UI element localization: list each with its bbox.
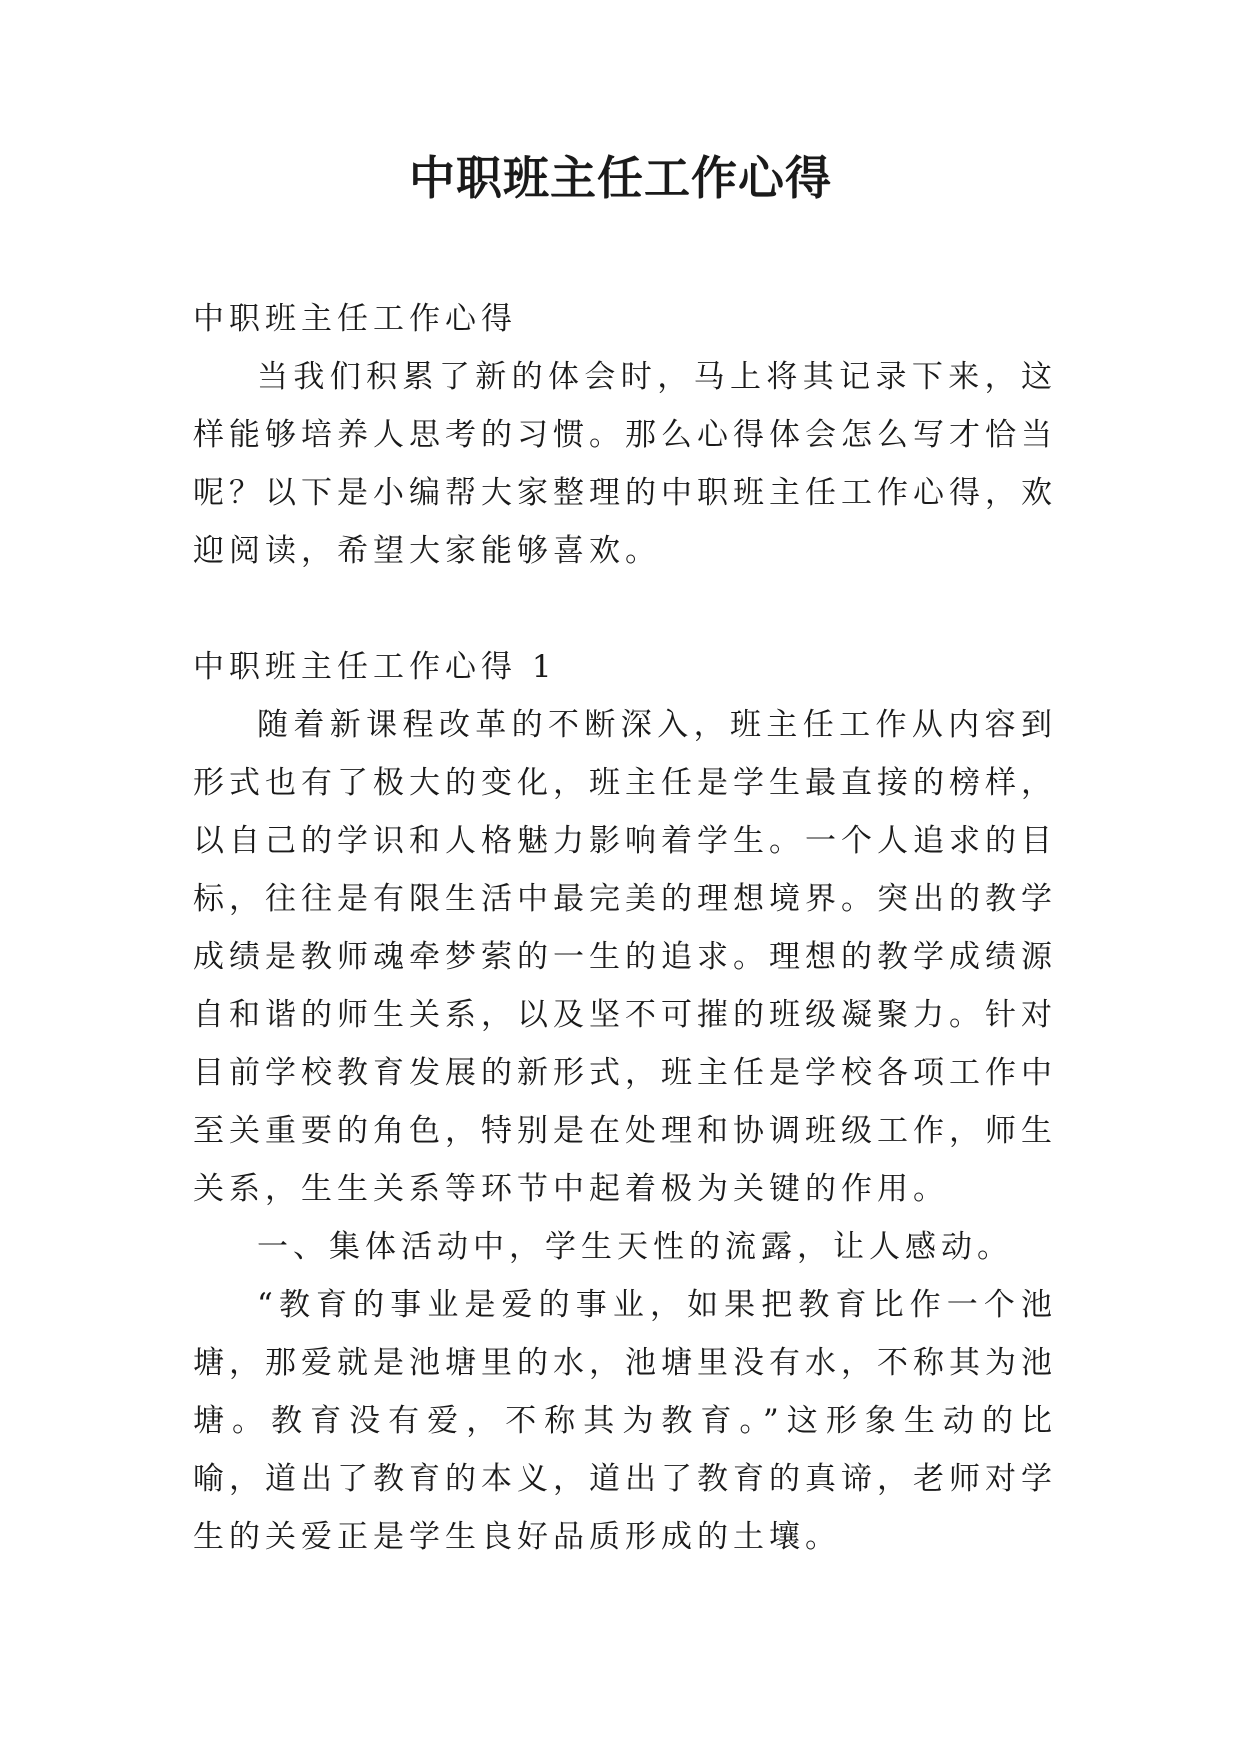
body-paragraph: “教育的事业是爱的事业，如果把教育比作一个池塘，那爱就是池塘里的水，池塘里没有水，不称其为池塘。教育没有爱，不称其为教育。”这形象生动的比喻，道出了教育的本义，道出了教育的真谛，老师对学生的关爱正是学生良好品质形成的土壤。	[193, 1287, 1057, 1555]
section-heading: 中职班主任工作心得 1	[193, 649, 557, 685]
section-spacer	[193, 580, 1057, 638]
body-paragraph: 随着新课程改革的不断深入，班主任工作从内容到形式也有了极大的变化，班主任是学生最直接的榜样，以自己的学识和人格魅力影响着学生。一个人追求的目标，往往是有限生活中最完美的理想境界。突出的教学成绩是教师魂牵梦萦的一生的追求。理想的教学成绩源自和谐的师生关系，以及坚不可摧的班级凝聚力。针对目前学校教育发展的新形式，班主任是学校各项工作中至关重要的角色，特别是在处理和协调班级工作，师生关系，生生关系等环节中起着极为关键的作用。	[193, 707, 1057, 1207]
intro-paragraph: 当我们积累了新的体会时，马上将其记录下来，这样能够培养人思考的习惯。那么心得体会怎么写才恰当呢？以下是小编帮大家整理的中职班主任工作心得，欢迎阅读，希望大家能够喜欢。	[193, 359, 1057, 569]
section-subheading: 一、集体活动中，学生天性的流露，让人感动。	[257, 1229, 1013, 1265]
intro-heading: 中职班主任工作心得	[193, 301, 517, 337]
document-title: 中职班主任工作心得	[409, 151, 832, 205]
document-body	[193, 290, 1057, 1566]
